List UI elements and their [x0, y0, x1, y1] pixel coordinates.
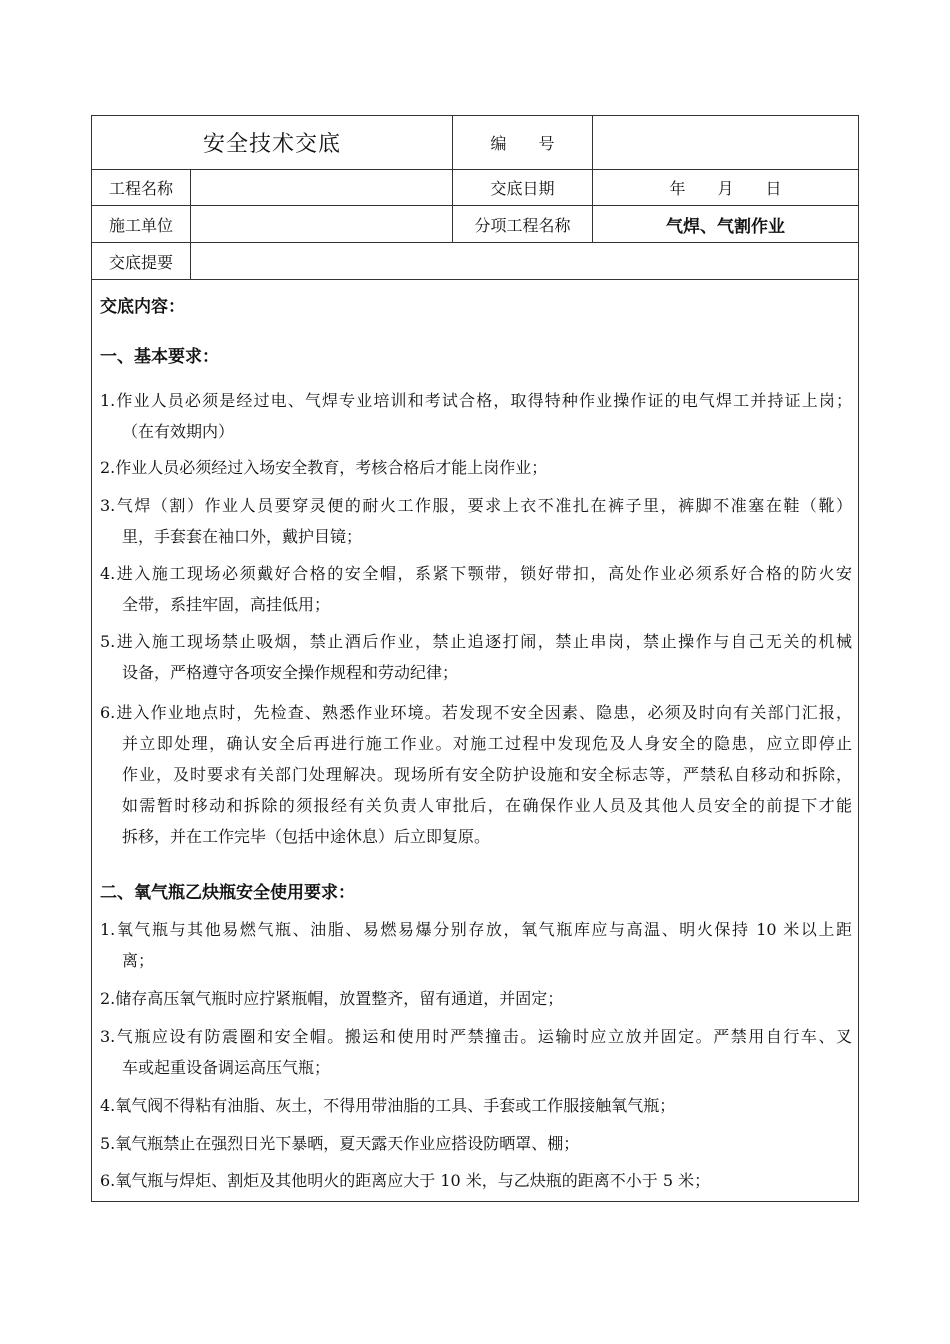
text-line: 车或起重设备调运高压气瓶； [122, 1058, 331, 1077]
summary-value[interactable] [191, 243, 858, 279]
text-line: 里，手套套在袖口外，戴护目镜； [122, 527, 363, 546]
unit-label: 施工单位 [92, 206, 191, 242]
s1-item-5 [100, 626, 852, 688]
header-row-project [92, 170, 858, 206]
s2-item-5 [100, 1128, 852, 1159]
unit-value[interactable] [191, 206, 453, 242]
s2-item-6 [100, 1165, 852, 1196]
text-line: 离； [122, 951, 155, 970]
s1-item-2 [100, 452, 852, 483]
s1-item-4 [100, 558, 852, 620]
s2-item-2 [100, 983, 852, 1014]
header-row-unit [92, 206, 858, 243]
project-name-label: 工程名称 [92, 170, 191, 205]
s2-item-4 [100, 1090, 852, 1121]
s1-item-1 [100, 385, 852, 447]
number-label: 编 号 [453, 116, 593, 169]
text-line: 如需暂时移动和拆除的须报经有关负责人审批后，在确保作业人员及其他人员安全的前提下才能 [122, 796, 852, 815]
text-line: 作业，及时要求有关部门处理解决。现场所有安全防护设施和安全标志等，严禁私自移动和拆除， [122, 765, 852, 784]
s2-item-3 [100, 1021, 852, 1083]
header-row-title [92, 116, 858, 170]
text-line: 并立即处理，确认安全后再进行施工作业。对施工过程中发现危及人身安全的隐患，应立即停止 [122, 734, 852, 753]
summary-label: 交底提要 [92, 243, 191, 279]
s1-item-6 [100, 697, 852, 852]
text-line: 3.气焊（割）作业人员要穿灵便的耐火工作服，要求上衣不准扎在裤子里，裤脚不准塞在鞋（靴） [100, 496, 852, 515]
subproject-value[interactable]: 气焊、气割作业 [666, 216, 785, 237]
form-title: 安全技术交底 [92, 116, 453, 169]
s2-item-1 [100, 914, 852, 976]
section-2-title: 二、氧气瓶乙炔瓶安全使用要求： [100, 883, 355, 903]
date-label: 交底日期 [453, 170, 593, 205]
text-line: 4.进入施工现场必须戴好合格的安全帽，系紧下颚带，锁好带扣，高处作业必须系好合格的防火安 [100, 564, 852, 583]
date-value[interactable]: 年 月 日 [669, 179, 782, 198]
text-line: 1.氧气瓶与其他易燃气瓶、油脂、易燃易爆分别存放，氧气瓶库应与高温、明火保持 10 米以上距 [100, 920, 852, 939]
text-line: 设备，严格遵守各项安全操作规程和劳动纪律； [122, 663, 459, 682]
safety-disclosure-form [91, 115, 859, 1202]
section-1-title: 一、基本要求： [100, 347, 219, 367]
content-heading: 交底内容： [100, 297, 185, 317]
text-line: 3.气瓶应设有防震圈和安全帽。搬运和使用时严禁撞击。运输时应立放并固定。严禁用自行车、叉 [100, 1027, 852, 1046]
text-line: 1.作业人员必须是经过电、气焊专业培训和考试合格，取得特种作业操作证的电气焊工并持证上岗； [100, 391, 852, 410]
text-line: 2.储存高压氧气瓶时应拧紧瓶帽，放置整齐，留有通道，并固定； [100, 989, 564, 1008]
text-line: 2.作业人员必须经过入场安全教育，考核合格后才能上岗作业； [100, 458, 548, 477]
header-row-summary [92, 243, 858, 280]
text-line: 4.氧气阀不得粘有油脂、灰土，不得用带油脂的工具、手套或工作服接触氧气瓶； [100, 1096, 676, 1115]
number-value[interactable] [593, 116, 858, 169]
subproject-label: 分项工程名称 [453, 206, 593, 242]
text-line: 全带，系挂牢固，高挂低用； [122, 595, 331, 614]
project-name-value[interactable] [191, 170, 453, 205]
text-line: 6.进入作业地点时，先检查、熟悉作业环境。若发现不安全因素、隐患，必须及时向有关部门汇报， [100, 703, 852, 722]
text-line: （在有效期内） [122, 422, 235, 441]
text-line: 5.进入施工现场禁止吸烟，禁止酒后作业，禁止追逐打闹，禁止串岗，禁止操作与自己无关的机械 [100, 632, 852, 651]
text-line: 拆移，并在工作完毕（包括中途休息）后立即复原。 [122, 827, 491, 846]
text-line: 5.氧气瓶禁止在强烈日光下暴晒，夏天露天作业应搭设防晒罩、棚； [100, 1134, 580, 1153]
text-line: 6.氧气瓶与焊炬、割炬及其他明火的距离应大于 10 米，与乙炔瓶的距离不小于 5 米； [100, 1171, 711, 1190]
s1-item-3 [100, 490, 852, 552]
